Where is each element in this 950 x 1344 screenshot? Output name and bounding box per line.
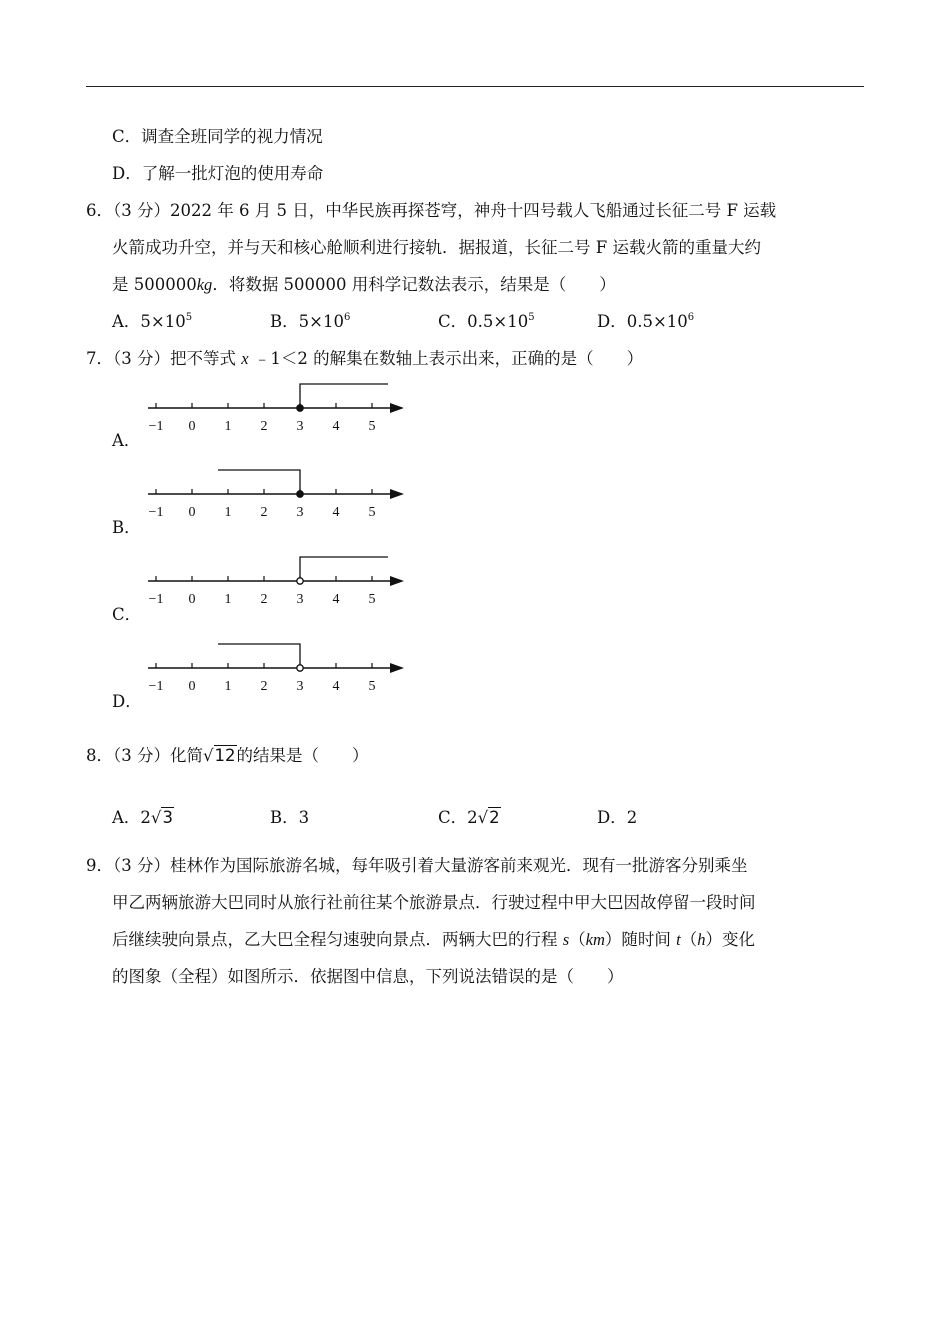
q5-option-d: D．了解一批灯泡的使用寿命	[112, 164, 324, 183]
tick-label: −1	[148, 505, 164, 520]
q8-stem: 8．（3 分）化简√12的结果是（ ）	[86, 746, 369, 765]
q6-option-c: C．$0.5\times 10^5$	[438, 312, 535, 331]
q5-option-c: C．调查全班同学的视力情况	[112, 127, 323, 146]
solution-bracket	[218, 470, 300, 494]
tick-label: 2	[260, 679, 268, 694]
q6-option-d: D．$0.5\times 10^6$	[597, 312, 695, 331]
q7-option-a-label: A．	[112, 431, 141, 450]
tick-label: 5	[368, 592, 376, 607]
q9-stem-line4: 的图象（全程）如图所示．依据图中信息，下列说法错误的是（ ）	[112, 967, 624, 986]
q7-option-b-numberline	[140, 464, 410, 534]
q6-stem-line2: 火箭成功升空，并与天和核心舱顺利进行接轨．据报道，长征二号 F 运载火箭的重量大约	[112, 238, 761, 257]
solution-bracket	[300, 557, 388, 581]
header-rule	[86, 86, 864, 87]
tick-label: −1	[148, 419, 164, 434]
axis-arrow	[390, 403, 404, 413]
q6-stem-line1: 6．（3 分）2022 年 6 月 5 日，中华民族再探苍穹，神舟十四号载人飞船通过长征二号 F 运载	[86, 201, 777, 220]
tick-label: 0	[188, 679, 196, 694]
q7-option-c-label: C．	[112, 605, 142, 624]
closed-endpoint	[297, 405, 303, 411]
tick-label: 0	[188, 419, 196, 434]
tick-label: 0	[188, 592, 196, 607]
tick-label: −1	[148, 679, 164, 694]
tick-label: 4	[332, 505, 340, 520]
axis-arrow	[390, 576, 404, 586]
q7-option-d-label: D．	[112, 692, 142, 711]
tick-label: 0	[188, 505, 196, 520]
q9-stem-line3: 后继续驶向景点，乙大巴全程匀速驶向景点．两辆大巴的行程 s（km）随时间 t（h）变化	[112, 930, 756, 949]
q8-option-b: B．3	[270, 808, 310, 827]
tick-label: 1	[224, 505, 232, 520]
tick-label: 5	[368, 419, 376, 434]
tick-label: 1	[224, 592, 232, 607]
tick-label: 1	[224, 419, 232, 434]
q7-option-c-numberline	[140, 551, 410, 621]
tick-label: 2	[260, 592, 268, 607]
closed-endpoint	[297, 491, 303, 497]
tick-label: 4	[332, 592, 340, 607]
tick-label: 3	[296, 505, 304, 520]
q8-option-c: C．2√2	[438, 808, 500, 827]
tick-label: −1	[148, 592, 164, 607]
axis-arrow	[390, 663, 404, 673]
tick-label: 2	[260, 419, 268, 434]
q7-option-d-numberline	[140, 638, 410, 708]
q7-stem: 7．（3 分）把不等式 x ﹣1＜2 的解集在数轴上表示出来，正确的是（ ）	[86, 349, 644, 368]
q8-option-d: D．2	[597, 808, 638, 827]
tick-label: 2	[260, 505, 268, 520]
tick-label: 4	[332, 419, 340, 434]
tick-label: 4	[332, 679, 340, 694]
q9-stem-line2: 甲乙两辆旅游大巴同时从旅行社前往某个旅游景点．行驶过程中甲大巴因故停留一段时间	[112, 893, 756, 912]
axis-arrow	[390, 489, 404, 499]
solution-bracket	[218, 644, 300, 668]
tick-label: 5	[368, 679, 376, 694]
tick-label: 3	[296, 679, 304, 694]
tick-label: 5	[368, 505, 376, 520]
open-endpoint	[297, 665, 303, 671]
tick-label: 3	[296, 419, 304, 434]
tick-label: 3	[296, 592, 304, 607]
q7-option-b-label: B．	[112, 518, 141, 537]
q8-option-a: A．2√3	[112, 808, 173, 827]
sqrt-12: √12	[203, 746, 236, 765]
q6-option-b: B．$5\times 10^6$	[270, 312, 351, 331]
q6-option-a: A．$5\times 10^5$	[112, 312, 193, 331]
q7-option-a-numberline	[140, 378, 410, 448]
q6-stem-line3: 是 500000kg．将数据 500000 用科学记数法表示，结果是（ ）	[112, 275, 616, 294]
tick-label: 1	[224, 679, 232, 694]
solution-bracket	[300, 384, 388, 408]
q9-stem-line1: 9．（3 分）桂林作为国际旅游名城，每年吸引着大量游客前来观光．现有一批游客分别乘坐	[86, 856, 748, 875]
open-endpoint	[297, 578, 303, 584]
